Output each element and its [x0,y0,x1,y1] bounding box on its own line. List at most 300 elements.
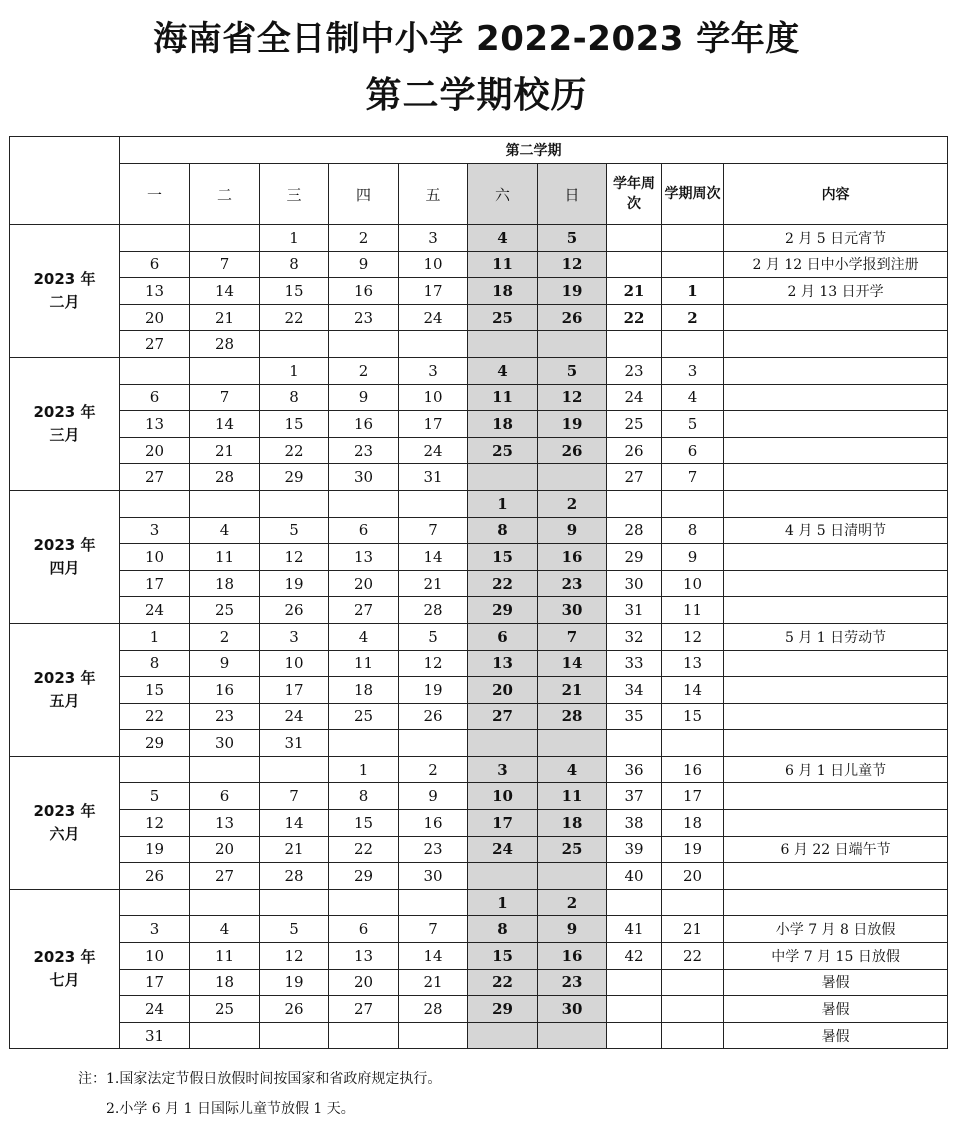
day-cell: 14 [538,650,607,677]
day-cell: 5 [260,517,329,544]
day-cell [260,490,329,517]
day-cell [190,490,260,517]
month-year-label: 2023 年 [33,801,96,820]
semester-week-cell: 10 [662,570,724,597]
day-cell: 10 [399,384,468,411]
semester-week-cell [662,251,724,278]
calendar-week-row [10,889,948,916]
day-cell: 4 [329,623,399,650]
day-cell: 11 [468,384,538,411]
month-year-label: 2023 年 [33,535,96,554]
content-cell [724,304,948,331]
content-cell [724,810,948,837]
day-cell: 29 [260,464,329,491]
day-cell: 3 [399,225,468,252]
weekday-header-sat: 六 [468,164,538,225]
semester-week-cell: 1 [662,278,724,305]
day-cell: 15 [329,810,399,837]
day-cell: 14 [190,278,260,305]
day-cell: 29 [329,863,399,890]
day-cell: 6 [120,384,190,411]
day-cell: 15 [468,544,538,571]
day-cell: 5 [538,357,607,384]
school-year-week-cell: 25 [607,411,662,438]
semester-week-cell [662,331,724,358]
day-cell: 4 [190,517,260,544]
day-cell: 9 [399,783,468,810]
day-cell: 13 [329,544,399,571]
day-cell: 13 [120,278,190,305]
day-cell: 7 [260,783,329,810]
day-cell [329,1022,399,1049]
calendar-week-row [10,836,948,863]
semester-week-cell: 13 [662,650,724,677]
content-cell [724,677,948,704]
day-cell: 21 [399,570,468,597]
semester-week-cell: 22 [662,943,724,970]
semester-week-cell: 9 [662,544,724,571]
day-cell: 12 [538,384,607,411]
day-cell: 30 [399,863,468,890]
day-cell: 2 [399,756,468,783]
month-year-label: 2023 年 [33,402,96,421]
content-cell [724,411,948,438]
day-cell: 22 [468,969,538,996]
day-cell: 1 [260,357,329,384]
day-cell: 14 [399,544,468,571]
day-cell: 1 [468,889,538,916]
content-cell [724,650,948,677]
day-cell [260,889,329,916]
day-cell: 14 [399,943,468,970]
day-cell: 8 [468,916,538,943]
calendar-week-row [10,464,948,491]
school-year-week-cell: 28 [607,517,662,544]
day-cell: 20 [120,304,190,331]
calendar-week-row [10,810,948,837]
school-year-week-cell [607,996,662,1023]
semester-week-cell: 5 [662,411,724,438]
month-year-label: 2023 年 [33,269,96,288]
calendar-week-row [10,357,948,384]
school-year-week-cell: 37 [607,783,662,810]
content-cell: 5 月 1 日劳动节 [724,623,948,650]
day-cell: 12 [538,251,607,278]
day-cell: 10 [260,650,329,677]
calendar-week-row [10,863,948,890]
day-cell: 17 [399,278,468,305]
day-cell: 24 [399,437,468,464]
day-cell: 27 [329,996,399,1023]
school-year-week-cell: 34 [607,677,662,704]
school-year-week-cell [607,1022,662,1049]
day-cell: 4 [190,916,260,943]
month-label-cell [10,357,120,490]
day-cell: 11 [190,544,260,571]
day-cell: 18 [190,570,260,597]
content-cell: 暑假 [724,996,948,1023]
semester-week-cell: 4 [662,384,724,411]
school-year-week-cell: 32 [607,623,662,650]
semester-week-header: 学期周次 [662,164,724,225]
content-cell [724,544,948,571]
day-cell: 25 [468,437,538,464]
day-cell: 9 [329,384,399,411]
content-cell: 暑假 [724,969,948,996]
semester-week-cell [662,1022,724,1049]
day-cell [468,464,538,491]
day-cell: 7 [399,517,468,544]
school-year-week-cell: 21 [607,278,662,305]
day-cell: 9 [538,916,607,943]
day-cell: 13 [468,650,538,677]
semester-week-cell: 8 [662,517,724,544]
document-title-line2: 第二学期校历 [365,75,588,116]
day-cell [260,1022,329,1049]
school-year-week-cell [607,730,662,757]
day-cell: 10 [468,783,538,810]
day-cell: 24 [399,304,468,331]
calendar-week-row [10,278,948,305]
calendar-week-row [10,756,948,783]
note-2: 2.小学 6 月 1 日国际儿童节放假 1 天。 [106,1101,355,1117]
day-cell: 4 [468,357,538,384]
day-cell: 9 [329,251,399,278]
calendar-week-row [10,304,948,331]
calendar-week-row [10,490,948,517]
note-1: 注：1.国家法定节假日放假时间按国家和省政府规定执行。 [78,1071,442,1087]
school-year-week-cell [607,331,662,358]
calendar-week-row [10,251,948,278]
day-cell: 30 [538,597,607,624]
day-cell: 17 [120,969,190,996]
day-cell [468,1022,538,1049]
day-cell: 1 [468,490,538,517]
day-cell: 5 [120,783,190,810]
calendar-week-row [10,437,948,464]
day-cell: 19 [538,278,607,305]
day-cell: 6 [468,623,538,650]
day-cell: 20 [190,836,260,863]
day-cell: 3 [468,756,538,783]
content-cell [724,730,948,757]
calendar-week-row [10,677,948,704]
day-cell: 16 [538,544,607,571]
day-cell: 19 [260,570,329,597]
day-cell [329,730,399,757]
day-cell: 13 [329,943,399,970]
day-cell: 17 [468,810,538,837]
content-cell [724,597,948,624]
day-cell: 12 [260,943,329,970]
day-cell: 24 [120,597,190,624]
month-label-cell [10,225,120,358]
day-cell [538,464,607,491]
day-cell: 22 [120,703,190,730]
day-cell: 31 [120,1022,190,1049]
calendar-week-row [10,943,948,970]
day-cell: 2 [538,490,607,517]
day-cell [190,225,260,252]
content-cell: 2 月 13 日开学 [724,278,948,305]
day-cell: 29 [120,730,190,757]
semester-week-cell: 15 [662,703,724,730]
calendar-week-row [10,384,948,411]
day-cell: 24 [120,996,190,1023]
semester-week-cell: 17 [662,783,724,810]
content-cell [724,889,948,916]
day-cell: 23 [538,570,607,597]
day-cell: 9 [190,650,260,677]
content-cell [724,570,948,597]
day-cell [399,1022,468,1049]
day-cell: 3 [399,357,468,384]
semester-week-cell [662,889,724,916]
calendar-week-row [10,783,948,810]
day-cell [120,490,190,517]
month-name-label: 四月 [49,558,80,577]
day-cell: 16 [190,677,260,704]
day-cell: 30 [538,996,607,1023]
day-cell: 2 [190,623,260,650]
school-calendar-table [9,136,948,1049]
day-cell [190,756,260,783]
content-header: 内容 [724,164,948,225]
day-cell: 18 [468,278,538,305]
day-cell: 21 [260,836,329,863]
day-cell: 27 [190,863,260,890]
day-cell: 27 [120,331,190,358]
day-cell: 12 [399,650,468,677]
day-cell: 25 [190,996,260,1023]
month-label-cell [10,889,120,1049]
month-name-label: 六月 [49,824,80,843]
day-cell: 29 [468,597,538,624]
calendar-week-row [10,597,948,624]
weekday-header-tue: 二 [190,164,260,225]
school-year-week-cell [607,969,662,996]
day-cell: 23 [190,703,260,730]
month-name-label: 七月 [49,971,80,990]
day-cell: 25 [468,304,538,331]
school-year-week-cell [607,225,662,252]
day-cell: 20 [120,437,190,464]
day-cell: 4 [538,756,607,783]
content-cell: 暑假 [724,1022,948,1049]
school-year-week-cell: 40 [607,863,662,890]
day-cell: 11 [468,251,538,278]
day-cell: 27 [329,597,399,624]
day-cell: 18 [538,810,607,837]
day-cell: 15 [468,943,538,970]
day-cell: 16 [329,411,399,438]
day-cell: 2 [329,357,399,384]
day-cell [120,357,190,384]
day-cell: 26 [260,597,329,624]
school-year-week-cell: 24 [607,384,662,411]
day-cell: 18 [329,677,399,704]
day-cell: 7 [190,384,260,411]
day-cell: 5 [538,225,607,252]
day-cell: 25 [329,703,399,730]
day-cell: 26 [538,304,607,331]
semester-week-cell: 6 [662,437,724,464]
day-cell: 6 [190,783,260,810]
day-cell: 3 [120,916,190,943]
calendar-week-row [10,969,948,996]
day-cell: 17 [120,570,190,597]
calendar-week-row [10,703,948,730]
day-cell: 4 [468,225,538,252]
school-year-week-cell: 22 [607,304,662,331]
school-year-week-cell: 36 [607,756,662,783]
day-cell: 17 [260,677,329,704]
day-cell: 8 [329,783,399,810]
day-cell: 28 [399,996,468,1023]
day-cell: 16 [329,278,399,305]
day-cell [468,863,538,890]
day-cell: 28 [190,331,260,358]
day-cell: 19 [399,677,468,704]
day-cell: 24 [468,836,538,863]
content-cell: 4 月 5 日清明节 [724,517,948,544]
content-cell: 小学 7 月 8 日放假 [724,916,948,943]
day-cell [399,331,468,358]
content-cell [724,703,948,730]
school-year-week-cell: 33 [607,650,662,677]
content-cell: 6 月 1 日儿童节 [724,756,948,783]
day-cell: 23 [538,969,607,996]
day-cell: 20 [468,677,538,704]
weekday-header-thu: 四 [329,164,399,225]
day-cell: 31 [399,464,468,491]
day-cell [329,889,399,916]
day-cell [260,756,329,783]
day-cell: 11 [538,783,607,810]
month-year-label: 2023 年 [33,948,96,967]
day-cell: 8 [120,650,190,677]
day-cell [538,331,607,358]
day-cell [468,730,538,757]
day-cell: 21 [190,437,260,464]
day-cell [329,490,399,517]
day-cell [538,1022,607,1049]
day-cell: 7 [190,251,260,278]
day-cell: 10 [399,251,468,278]
document-title-line1: 海南省全日制中小学 2022-2023 学年度 [153,19,800,59]
day-cell: 26 [538,437,607,464]
day-cell: 7 [538,623,607,650]
day-cell: 22 [329,836,399,863]
school-year-week-cell: 26 [607,437,662,464]
calendar-week-row [10,225,948,252]
day-cell: 11 [190,943,260,970]
day-cell: 20 [329,570,399,597]
day-cell: 13 [190,810,260,837]
school-year-week-cell: 41 [607,916,662,943]
month-label-cell [10,490,120,623]
day-cell: 13 [120,411,190,438]
semester-week-cell [662,225,724,252]
day-cell: 20 [329,969,399,996]
content-cell [724,384,948,411]
day-cell: 6 [329,916,399,943]
day-cell: 7 [399,916,468,943]
day-cell: 30 [190,730,260,757]
month-year-label: 2023 年 [33,668,96,687]
calendar-week-row [10,570,948,597]
calendar-week-row [10,730,948,757]
calendar-week-row [10,916,948,943]
semester-week-cell: 11 [662,597,724,624]
day-cell [399,730,468,757]
day-cell: 12 [120,810,190,837]
day-cell [190,357,260,384]
day-cell: 18 [190,969,260,996]
weekday-header-fri: 五 [399,164,468,225]
day-cell [538,863,607,890]
semester-heading: 第二学期 [120,137,948,164]
day-cell: 30 [329,464,399,491]
calendar-week-row [10,411,948,438]
day-cell: 18 [468,411,538,438]
day-cell: 10 [120,943,190,970]
month-name-label: 五月 [49,691,80,710]
content-cell [724,464,948,491]
semester-week-cell: 14 [662,677,724,704]
weekday-header-wed: 三 [260,164,329,225]
day-cell: 22 [468,570,538,597]
weekday-header-mon: 一 [120,164,190,225]
school-year-week-cell: 39 [607,836,662,863]
day-cell [538,730,607,757]
school-year-week-cell: 38 [607,810,662,837]
day-cell: 28 [190,464,260,491]
semester-week-cell: 12 [662,623,724,650]
content-cell [724,331,948,358]
day-cell [399,490,468,517]
calendar-week-row [10,544,948,571]
day-cell: 28 [260,863,329,890]
day-cell [120,756,190,783]
weekday-header-sun: 日 [538,164,607,225]
school-year-week-cell: 35 [607,703,662,730]
semester-week-cell: 21 [662,916,724,943]
semester-week-cell: 16 [662,756,724,783]
school-year-week-cell [607,490,662,517]
day-cell [190,889,260,916]
semester-week-cell [662,996,724,1023]
day-cell: 10 [120,544,190,571]
school-year-week-cell: 31 [607,597,662,624]
day-cell: 28 [399,597,468,624]
day-cell: 15 [260,411,329,438]
day-cell: 26 [399,703,468,730]
day-cell: 14 [260,810,329,837]
day-cell: 1 [120,623,190,650]
school-year-week-cell [607,889,662,916]
school-year-week-cell: 27 [607,464,662,491]
day-cell [260,331,329,358]
school-year-week-cell: 23 [607,357,662,384]
content-cell [724,863,948,890]
day-cell: 29 [468,996,538,1023]
day-cell: 23 [399,836,468,863]
semester-week-cell: 18 [662,810,724,837]
content-cell [724,490,948,517]
day-cell: 22 [260,437,329,464]
school-year-week-cell: 30 [607,570,662,597]
